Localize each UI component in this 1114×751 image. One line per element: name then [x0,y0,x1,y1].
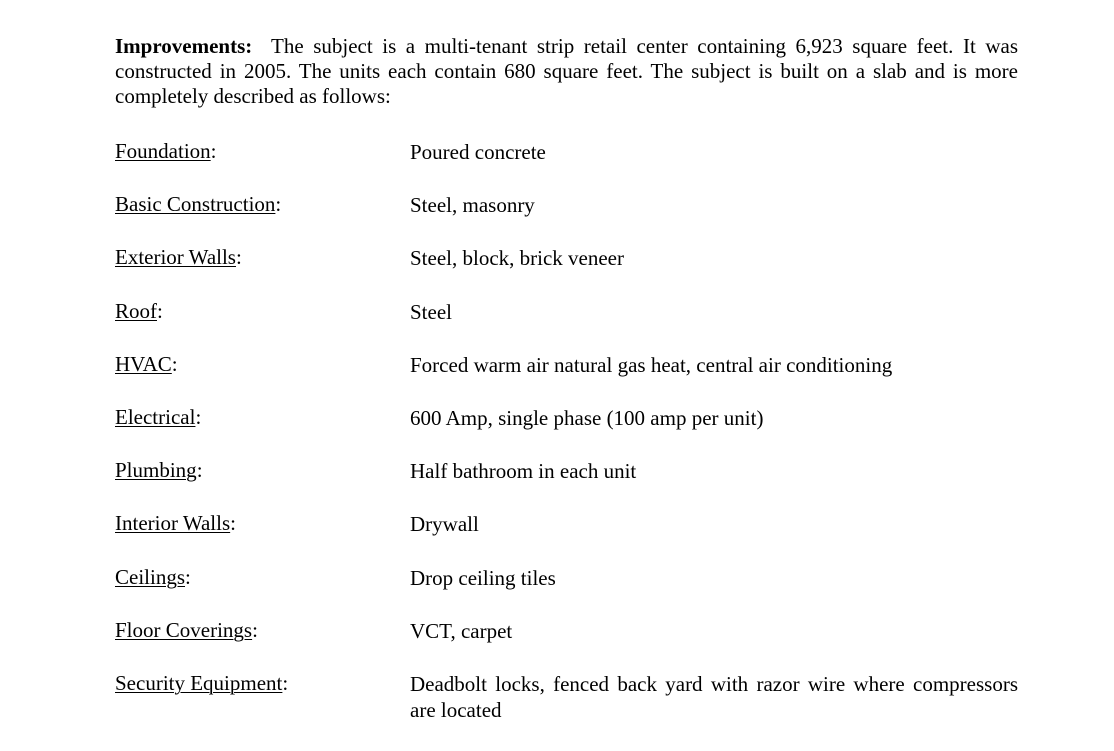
exterior-walls-value: Steel, block, brick veneer [410,246,624,271]
basic-construction-label: Basic Construction: [115,192,282,217]
foundation-value: Poured concrete [410,140,546,164]
plumbing-value: Half bathroom in each unit [410,459,637,484]
roof-label: Roof: [115,298,163,323]
improvements-table [115,139,1018,724]
row-roof [115,299,1018,352]
hvac-value: Forced warm air natural gas heat, central air conditioning [410,352,893,377]
row-hvac [115,352,1018,405]
improvements-heading: Improvements: [115,34,253,58]
plumbing-label: Plumbing: [115,458,203,483]
foundation-label: Foundation: [115,139,217,163]
row-plumbing [115,458,1018,511]
ceilings-value: Drop ceiling tiles [410,565,556,590]
hvac-label: HVAC: [115,351,178,376]
floor-coverings-label: Floor Coverings: [115,617,258,642]
row-interior-walls [115,511,1018,564]
exterior-walls-label: Exterior Walls: [115,245,242,270]
electrical-value: 600 Amp, single phase (100 amp per unit) [410,405,764,430]
security-equipment-label: Security Equipment: [115,670,289,695]
row-foundation [115,139,1018,192]
electrical-label: Electrical: [115,404,202,429]
row-exterior-walls [115,245,1018,298]
interior-walls-value: Drywall [410,512,479,537]
roof-value: Steel [410,299,452,324]
row-floor-coverings [115,618,1018,671]
improvements-paragraph [115,34,1018,109]
security-equipment-value: Deadbolt locks, fenced back yard with razor wire where compressors are located [410,671,1018,722]
ceilings-label: Ceilings: [115,564,191,589]
row-basic-construction [115,192,1018,245]
interior-walls-label: Interior Walls: [115,511,236,536]
row-electrical [115,405,1018,458]
floor-coverings-value: VCT, carpet [410,618,513,643]
row-security-equipment [115,671,1018,724]
improvements-text: The subject is a multi-tenant strip retail center containing 6,923 square feet. It was constructed in 2005. The units each contain 680 square feet. The subject is built on a slab and is more completely described as follows: [115,34,1018,108]
basic-construction-value: Steel, masonry [410,193,535,218]
row-ceilings [115,565,1018,618]
